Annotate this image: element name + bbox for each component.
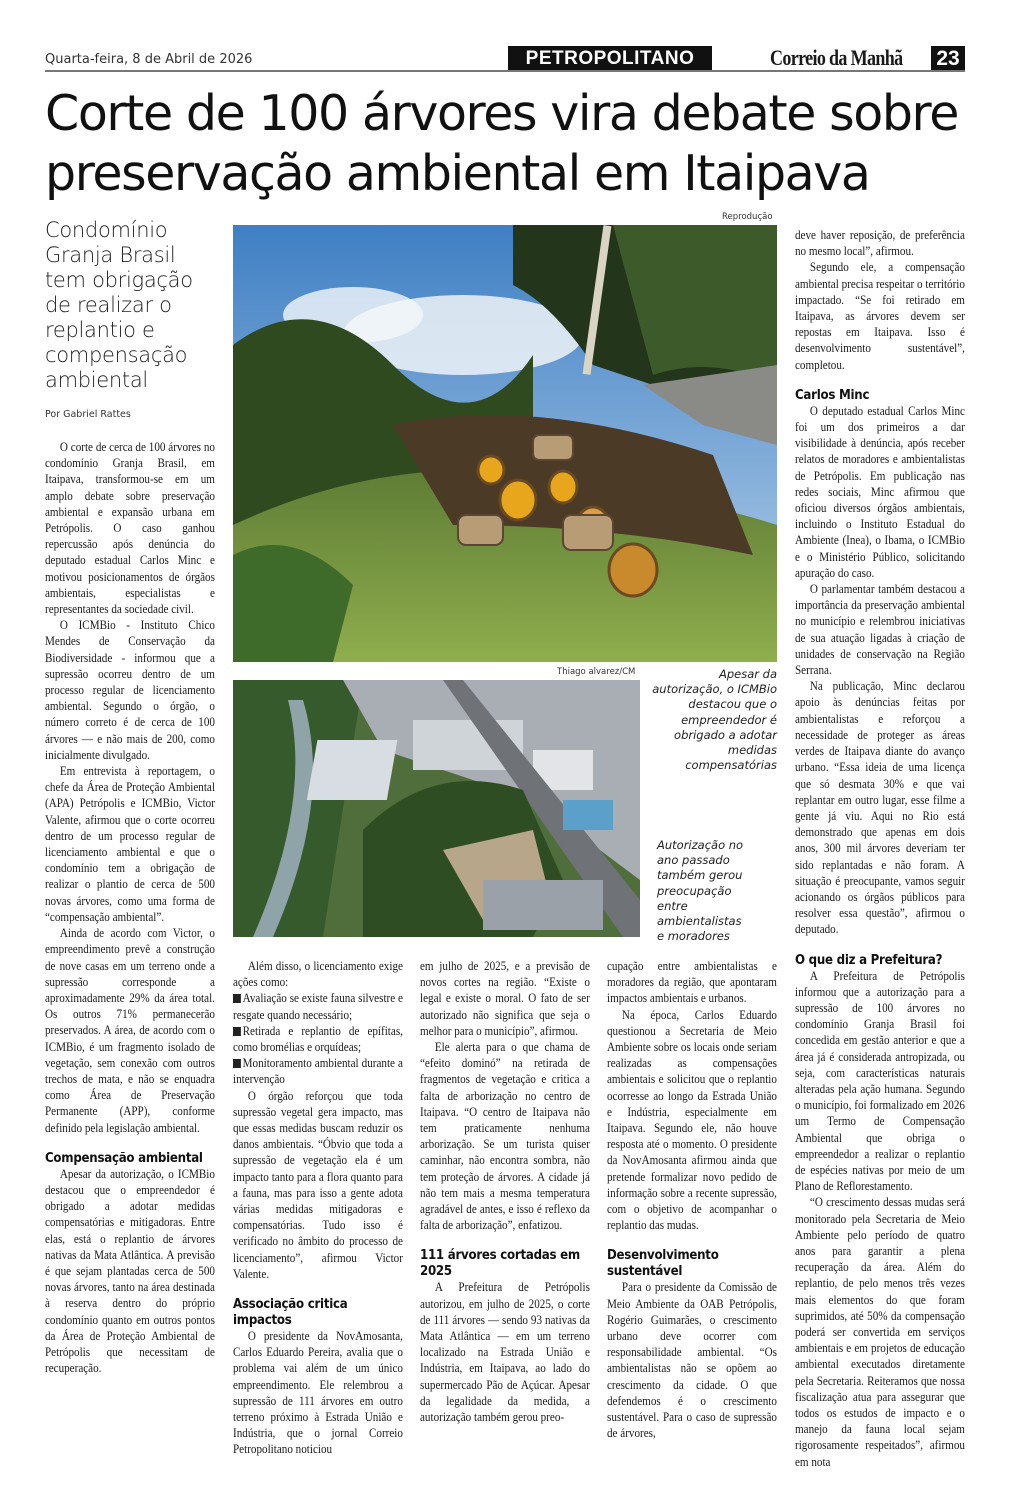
article-column-1 xyxy=(45,439,215,1376)
paragraph: O corte de cerca de 100 árvores no condomínio Granja Brasil, em Itaipava, transformou-se em um amplo debate sobre preservação ambiental e expansão urbana em Petrópolis. O caso ganhou repercussão após denúncia do deputado estadual Carlos Minc e motivou posicionamentos de órgãos ambientais, especialistas e representantes da sociedade civil. xyxy=(45,440,215,617)
article-column-2 xyxy=(233,958,403,1458)
headline: Corte de 100 árvores vira debate sobre preservação ambiental em Itaipava xyxy=(45,85,958,202)
paragraph: Segundo ele, a compensação ambiental precisa respeitar o território impactado. “Se foi retirado em Itaipava, as árvores devem ser repostas em Itaipava. Isso é desenvolvimento sustentável”, completou. xyxy=(795,260,965,372)
page-number: 23 xyxy=(931,46,965,71)
subheading: 111 árvores cortadas em 2025 xyxy=(420,1247,580,1280)
paragraph: “O crescimento dessas mudas será monitorado pela Secretaria de Meio Ambiente pelo período de quatro anos para garantir a plena recuperação da área. Além do replantio, de pelo menos três vezes mais elementos do que foram suprimidos, até 50% da compensação poderá ser convertida em serviços ambientais e em projetos de educação ambiental executados diretamente pela Secretaria. Reiteramos que nossa fiscalização atua para assegurar que todos os estudos de impacto e o manejo da fauna local sejam rigorosamente respeitados”, afirmou em nota xyxy=(795,1195,965,1469)
paragraph: Ele alerta para o que chama de “efeito dominó” na retirada de fragmentos de vegetação e critica a falta de arborização no centro de Itaipava. “O centro de Itaipava não tem praticamente nenhuma arborização. Se um turista quiser caminhar, não encontra sombra, não tem proteção de árvores. A cidade já não tem mais a mesma temperatura agradável de antes, e isso é reflexo da falta de arborização”, enfatizou. xyxy=(420,1040,590,1233)
byline: Por Gabriel Rattes xyxy=(45,409,131,420)
bullet-item: Avaliação se existe fauna silvestre e resgate quando necessário; xyxy=(233,991,403,1022)
paragraph-continued: deve haver reposição, de preferência no mesmo local”, afirmou. xyxy=(795,228,965,259)
header-rule xyxy=(45,70,965,72)
issue-date: Quarta-feira, 8 de Abril de 2026 xyxy=(45,52,253,67)
newspaper-logo: Correio da Manhã xyxy=(770,45,903,70)
subheading: O que diz a Prefeitura? xyxy=(795,951,943,968)
paragraph: A Prefeitura de Petrópolis informou que a autorização para a supressão de 100 árvores no condomínio Granja Brasil foi concedida em gestão anterior e que a área já é considerada antropizada, ou seja, com características naturais alteradas pela ação humana. Segundo o município, foi formalizado em 2026 um Termo de Compensação Ambiental que obriga o empreendedor a realizar o replantio de espécies nativas por meio de um Plano de Reflorestamento. xyxy=(795,968,965,1194)
article-column-4 xyxy=(607,958,777,1441)
photo-cut-trees xyxy=(233,225,777,662)
paragraph: Em entrevista à reportagem, o chefe da Área de Proteção Ambiental (APA) Petrópolis e ICMBio, Victor Valente, afirmou que o corte ocorreu dentro de um processo regular de licenciamento ambiental e que o condomínio tem a obrigação de realizar o plantio de cerca de 500 novas árvores, como uma forma de “compensação ambiental”. xyxy=(45,764,215,924)
article-column-3 xyxy=(420,958,590,1425)
paragraph: O órgão reforçou que toda supressão vegetal gera impacto, mas que essas medidas buscam reduzir os danos ambientais. “Óbvio que toda a supressão de vegetação ela é um impacto tanto para a flora quanto para a fauna, mas para isso a gente adota várias medidas mitigadoras e compensatórias. Tudo isso é verificado no âmbito do processo de licenciamento”, afirmou Victor Valente. xyxy=(233,1088,403,1281)
bullet-item: Retirada e replantio de epífitas, como bromélias e orquídeas; xyxy=(233,1023,403,1055)
photo1-credit: Reprodução xyxy=(722,212,773,222)
paragraph-continued: em julho de 2025, e a previsão de novos cortes na região. “Existe o legal e existe o moral. O fato de ser autorizado não significa que seja o melhor para o município”, afirmou. xyxy=(420,959,590,1038)
paragraph-continued: cupação entre ambientalistas e moradores da região, que apontaram impactos ambientais e urbanos. xyxy=(607,959,777,1006)
article-column-5 xyxy=(795,227,965,1470)
photo2-credit: Thiago alvarez/CM xyxy=(557,667,636,677)
paragraph: O deputado estadual Carlos Minc foi um dos primeiros a dar visibilidade à denúncia, após receber relatos de moradores e ambientalistas de Petrópolis. Em publicação nas redes sociais, Minc afirmou que oficiou diversos órgãos ambientais, incluindo o Instituto Estadual do Ambiente (Inea), o Ibama, o ICMBio e o Ministério Público, solicitando apuração do caso. xyxy=(795,403,965,580)
paragraph: Ainda de acordo com Victor, o empreendimento prevê a construção de nove casas em um terreno onde a supressão corresponde a aproximadamente 29% da área total. Os outros 71% permanecerão preservados. A área, de acordo com o ICMBio, é um fragmento isolado de vegetação, sem conexão com outros trechos de mata, e não se enquadra como Área de Preservação Permanente (APP), conforme definido pela legislação ambiental. xyxy=(45,926,215,1135)
photo-aerial-itaipava xyxy=(233,680,640,937)
paragraph: O parlamentar também destacou a importância da preservação ambiental no município e relembrou iniciativas de sua atuação ligadas à criação de unidades de conservação na Região Serrana. xyxy=(795,582,965,678)
section-label: PETROPOLITANO xyxy=(508,46,712,71)
paragraph: O presidente da NovAmosanta, Carlos Eduardo Pereira, avalia que o problema vai além de um único empreendimento. Ele relembrou a supressão de 111 árvores em outro terreno próximo à Estrada União e Indústria, que o jornal Correio Petropolitano noticiou xyxy=(233,1329,403,1457)
paragraph: Apesar da autorização, o ICMBio destacou que o empreendedor é obrigado a adotar medidas compensatórias e mitigadoras. Entre elas, está o replantio de árvores nativas da Mata Atlântica. A previsão é que sejam plantadas cerca de 500 novas árvores, tanto na área destinada à reserva dentro do próprio condomínio quanto em outros pontos da Área de Proteção Ambiental de Petrópolis que necessitam de recuperação. xyxy=(45,1166,215,1376)
subheading: Compensação ambiental xyxy=(45,1149,203,1166)
subheading: Desenvolvimento sustentável xyxy=(607,1247,719,1280)
paragraph: Além disso, o licenciamento exige ações como: xyxy=(233,959,403,990)
bullet-item: Monitoramento ambiental durante a intervenção xyxy=(233,1056,403,1087)
paragraph: Na época, Carlos Eduardo questionou a Secretaria de Meio Ambiente sobre os locais onde seriam realizadas as compensações ambientais e solicitou que o replantio ocorresse ao longo da Estrada União e Indústria, especialmente em Itaipava. Segundo ele, não houve resposta até o momento. O presidente da NovAmosanta afirmou ainda que pretende formalizar novo pedido de informação sobre a recente supressão, com o objetivo de acompanhar o replantio das mudas. xyxy=(607,1007,777,1233)
subheading: Carlos Minc xyxy=(795,386,870,403)
subheading: Associação critica impactos xyxy=(233,1296,348,1329)
deck: Condomínio Granja Brasil tem obrigação de realizar o replantio e compensação ambiental xyxy=(45,218,193,392)
photo2-caption: Autorização no ano passado também gerou preocupação entre ambientalistas e moradores xyxy=(657,838,744,944)
paragraph: A Prefeitura de Petrópolis autorizou, em julho de 2025, o corte de 111 árvores — sendo 93 nativas da Mata Atlântica — em um terreno localizado na Estrada União e Indústria, em Itaipava, ao lado do supermercado Pão de Açúcar. Apesar da legalidade da medida, a autorização também gerou preo- xyxy=(420,1280,590,1425)
paragraph: Para o presidente da Comissão de Meio Ambiente da OAB Petrópolis, Rogério Guimarães, o crescimento urbano deve ocorrer com responsabilidade ambiental. “Os ambientalistas não se opõem ao crescimento da cidade. O que defendemos é o crescimento sustentável. Para o caso de supressão de árvores, xyxy=(607,1280,777,1441)
paragraph: O ICMBio - Instituto Chico Mendes de Conservação da Biodiversidade - informou que a supressão ocorreu dentro de um processo regular de licenciamento ambiental. Segundo o órgão, o número correto é de cerca de 100 árvores — e não mais de 200, como inicialmente divulgado. xyxy=(45,618,215,762)
photo1-caption: Apesar da autorização, o ICMBio destacou que o empreendedor é obrigado a adotar medidas compensatórias xyxy=(652,667,777,773)
paragraph: Na publicação, Minc declarou apoio às denúncias feitas por ambientalistas e reforçou a necessidade de proteger as áreas verdes de Itaipava diante do avanço urbano. “Essa ideia de uma licença que só desmata 30% e que vai replantar em outro lugar, esse filme a gente já viu. Aqui no Rio está demonstrado que apenas em dois anos, 300 mil árvores deveriam ter sido replantadas e não foram. A situação é preocupante, vamos seguir acionando os órgãos públicos para resolver essa questão”, afirmou o deputado. xyxy=(795,679,965,937)
